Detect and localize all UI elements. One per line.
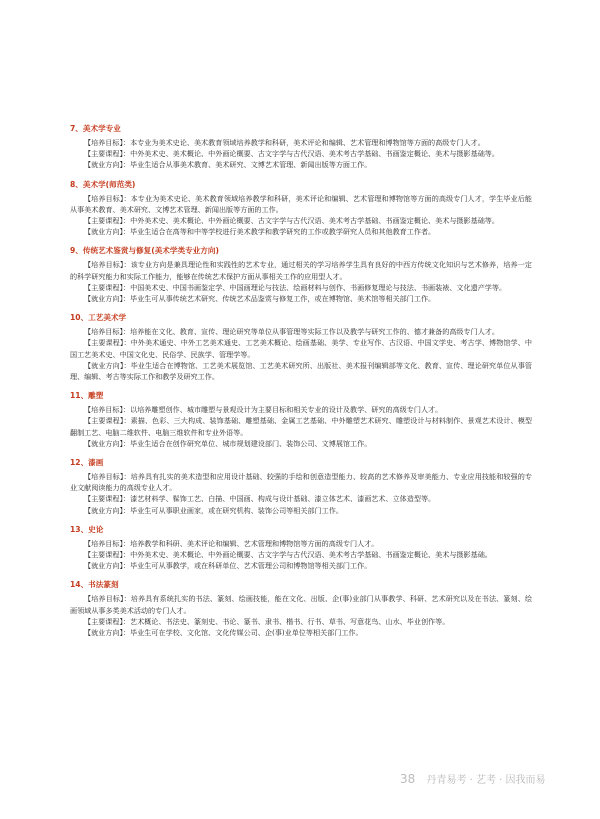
section-paragraph: 【主要课程】：漆艺材料学、髹饰工艺、白描、中国画、构成与设计基础、漆立体艺术、漆画艺术、立体造型等。 <box>84 494 436 504</box>
section-paragraph: 【培养目标】：以培养雕塑创作、城市雕塑与景观设计为主要目标和相关专业的设计及教学、研究的高级专门人才。 <box>84 405 443 415</box>
section-title: 9、传统艺术鉴赏与修复(美术学类专业方向) <box>70 246 219 256</box>
section-title: 12、漆画 <box>70 458 104 468</box>
section-paragraph: 【就业方向】：毕业生适合从事美术教育、美术研究、文博艺术管理、新闻出版等方面工作。 <box>84 160 372 170</box>
section-title: 13、史论 <box>70 524 104 534</box>
section-paragraph: 【培养目标】：本专业为美术史论、美术教育领域培养教学和科研，美术评论和编辑、艺术管理和博物馆等方面的高级专门人才，学生毕业后能从事美术教育、美术研究、文博艺术管理、新闻出版等方面的工作。 <box>70 193 532 214</box>
major-section <box>70 124 532 171</box>
major-section <box>70 313 532 382</box>
major-section <box>70 525 532 572</box>
section-paragraph: 【主要课程】：中国美术史、中国书画鉴定学、中国画理论与技法、绘画材料与创作、书画修复理论与技法、书画装裱、文化遗产学等。 <box>84 282 507 292</box>
major-section <box>70 580 532 638</box>
section-paragraph: 【就业方向】：毕业生可从事传统艺术研究、传统艺术品鉴赏与修复工作，或在博物馆、美术馆等相关部门工作。 <box>84 294 436 304</box>
major-section <box>70 246 532 304</box>
section-paragraph: 【就业方向】：毕业生可从事职业画家，或在研究机构、装饰公司等相关部门工作。 <box>84 505 343 515</box>
section-paragraph: 【主要课程】：中外美术通史、中外工艺美术通史、工艺美术概论、绘画基础、美学、专业写作、古汉语、中国文学史、考古学、博物馆学、中国工艺美术史、中国文化史、民俗学、民族学、管理学等。 <box>70 338 532 359</box>
page-footer <box>400 771 546 786</box>
section-paragraph: 【主要课程】：中外美术史、美术概论、中外画论概要、古文字学与古代汉语、美术考古学基础、书画鉴定概论、美术与摄影基础等。 <box>84 149 499 159</box>
section-paragraph: 【培养目标】：本专业为美术史论、美术教育领域培养教学和科研，美术评论和编辑、艺术管理和博物馆等方面的高级专门人才。 <box>84 138 485 147</box>
section-title: 14、书法篆刻 <box>70 580 119 590</box>
section-paragraph: 【就业方向】：毕业生可在学校、文化馆、文化传媒公司、企(事)业单位等相关部门工作。 <box>84 628 363 638</box>
section-paragraph: 【就业方向】：毕业生适合在高等和中等学校进行美术教学和教学研究的工作或教学研究人员和其他教育工作者。 <box>84 227 436 237</box>
major-section <box>70 458 532 516</box>
section-paragraph: 【培养目标】：该专业方向是兼具理论性和实践性的艺术专业，通过相关的学习培养学生具有良好的中西方传统文化知识与艺术修养，培养一定的科学研究能力和实际工作能力，能够在传统艺术保护方面从事相关工作的应用型人才。 <box>70 260 532 281</box>
section-paragraph: 【主要课程】：素描、色彩、三大构成、装饰基础、雕塑基础、金属工艺基础、中外雕塑艺术研究、雕塑设计与材料制作、景观艺术设计、模型翻制工艺、电脑二维软件、电脑三维软件和专业外语等。 <box>70 416 532 437</box>
section-title: 8、美术学(师范类) <box>70 179 136 189</box>
page-content <box>70 124 532 647</box>
section-paragraph: 【主要课程】：中外美术史、美术概论、中外画论概要、古文字学与古代汉语、美术考古学基础、书画鉴定概论、美术与摄影基础等。 <box>84 216 499 226</box>
major-section <box>70 180 532 238</box>
section-paragraph: 【培养目标】：培养教学和科研、美术评论和编辑、艺术管理和博物馆等方面的高级专门人才。 <box>84 538 379 548</box>
section-paragraph: 【就业方向】：毕业生适合在博物馆、工艺美术展览馆、工艺美术研究所、出版社、美术报刊编辑部等文化、教育、宣传、理论研究单位从事管理、编辑、考古等实际工作和教学及研究工作。 <box>70 360 532 382</box>
section-paragraph: 【就业方向】：毕业生适合在创作研究单位、城市规划建设部门、装饰公司、文博展馆工作。 <box>84 438 372 448</box>
section-paragraph: 【主要课程】：中外美术史、美术概论、中外画论概要、古文字学与古代汉语、美术考古学基础、书画鉴定概论、美术与摄影基础。 <box>84 550 492 560</box>
section-paragraph: 【培养目标】：培养具有系统扎实的书法、篆刻、绘画技能，能在文化、出版、企(事)业部门从事教学、科研、艺术研究以及在书法、篆刻、绘画领域从事多类美术活动的专门人才。 <box>70 594 532 615</box>
section-paragraph: 【就业方向】：毕业生可从事教学，或在科研单位、艺术管理公司和博物馆等相关部门工作。 <box>84 561 372 571</box>
major-section <box>70 391 532 449</box>
section-paragraph: 【培养目标】：培养具有扎实的美术造型和应用设计基础、较强的手绘和创意造型能力、较高的艺术修养及审美能力、专业应用技能和较强的专业文献阅读能力的高级专业人才。 <box>70 472 532 493</box>
section-paragraph: 【培养目标】：培养能在文化、教育、宣传、理论研究等单位从事管理等实际工作以及教学与研究工作的、德才兼备的高级专门人才。 <box>84 327 499 337</box>
page-number: 38 <box>400 772 416 786</box>
section-title: 11、雕塑 <box>70 391 104 401</box>
section-title: 7、美术学专业 <box>70 124 121 133</box>
footer-slogan: 丹青易考 · 艺考 · 因我而易 <box>426 775 546 786</box>
section-paragraph: 【主要课程】：艺术概论、书法史、篆刻史、书论、篆书、隶书、楷书、行书、草书、写意花鸟、山水、毕业创作等。 <box>84 616 450 626</box>
section-title: 10、工艺美术学 <box>70 313 127 323</box>
